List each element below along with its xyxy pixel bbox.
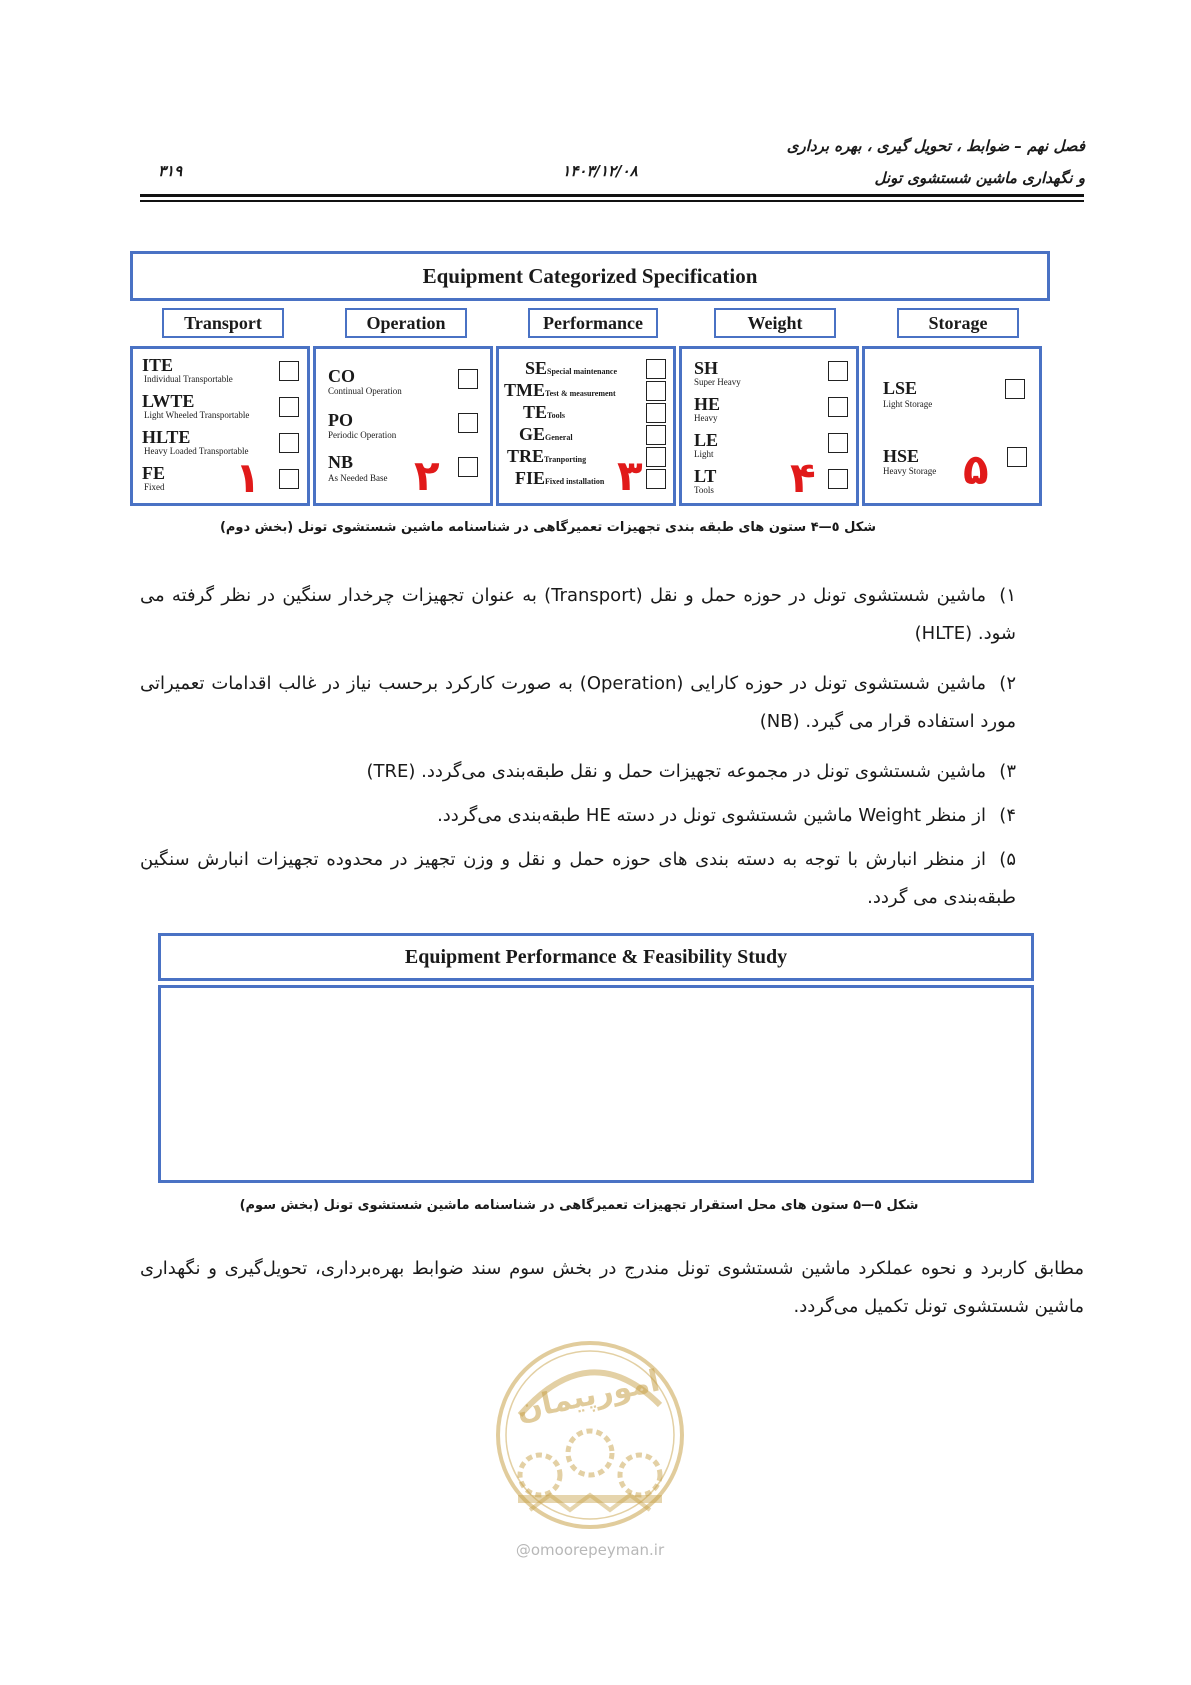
- checkbox-ite[interactable]: [279, 361, 299, 381]
- code-te: TETools: [523, 402, 565, 422]
- checkbox-te[interactable]: [646, 403, 666, 423]
- at-icon: @: [515, 1541, 531, 1559]
- checkbox-se[interactable]: [646, 359, 666, 379]
- checkbox-lwte[interactable]: [279, 397, 299, 417]
- list-text: از منظر انبارش با توجه به دسته بندی های حوزه حمل و نقل و وزن تجهیز در محدوده تجهیزات انبارش سنگین طبقه‌بندی می گردد.: [140, 849, 1016, 908]
- figure5-caption: شکل ٥—۵ ستون های محل استقرار تجهیزات تعمیرگاهی در شناسنامه ماشین شستشوی تونل (بخش سوم): [239, 1198, 919, 1213]
- list-item-1: [140, 577, 1016, 653]
- desc-lt: Tools: [694, 485, 714, 495]
- code-se: SESpecial maintenance: [525, 358, 618, 378]
- code-tme: TMETest & measurement: [504, 380, 616, 400]
- list-text: ماشین شستشوی تونل در مجموعه تجهیزات حمل و نقل طبقه‌بندی می‌گردد. (TRE): [366, 761, 986, 782]
- checkbox-ge[interactable]: [646, 425, 666, 445]
- list-text: ماشین شستشوی تونل در حوزه حمل و نقل (Transport) به عنوان تجهیزات چرخدار سنگین در نظر گرفته می شود. (HLTE): [140, 585, 1016, 644]
- category-operation: Operation: [345, 308, 467, 338]
- code-ge: GEGeneral: [519, 424, 573, 444]
- checkbox-hse[interactable]: [1007, 447, 1027, 467]
- list-item-4: [140, 797, 1016, 835]
- code-fe: FE: [142, 463, 166, 483]
- list-text: از منظر Weight ماشین شستشوی تونل در دسته HE طبقه‌بندی می‌گردد.: [437, 805, 986, 826]
- code-lwte: LWTE: [142, 391, 195, 411]
- checkbox-sh[interactable]: [828, 361, 848, 381]
- list-number: ۱): [999, 585, 1016, 606]
- checkbox-co[interactable]: [458, 369, 478, 389]
- checkbox-lse[interactable]: [1005, 379, 1025, 399]
- spec-title-box: [130, 251, 1050, 301]
- page-number: ۳۱۹: [158, 162, 183, 180]
- checkbox-po[interactable]: [458, 413, 478, 433]
- checkbox-he[interactable]: [828, 397, 848, 417]
- marker-2: ۲: [414, 451, 440, 500]
- category-performance: Performance: [528, 308, 658, 338]
- figure4-caption: شکل ٥—۴ ستون های طبقه بندی تجهیزات تعمیرگاهی در شناسنامه ماشین شستشوی تونل (بخش دوم): [219, 520, 877, 535]
- marker-3: ۳: [617, 451, 643, 500]
- feasibility-body-box: [158, 985, 1034, 1183]
- code-le: LE: [694, 430, 719, 450]
- chapter-title-line1: فصل نهم – ضوابط ، تحویل گیری ، بهره برداری: [786, 137, 1085, 155]
- code-fie: FIEFixed installation: [515, 468, 605, 488]
- closing-paragraph: مطابق کاربرد و نحوه عملکرد ماشین شستشوی تونل مندرج در بخش سوم سند ضوابط بهره‌برداری، تحویل‌گیری و نگهداری ماشین شستشوی تونل تکمیل می‌گردد.: [140, 1258, 1084, 1317]
- desc-lwte: Light Wheeled Transportable: [144, 410, 250, 420]
- header-rule-thick: [140, 194, 1084, 197]
- desc-nb: As Needed Base: [328, 473, 388, 483]
- list-number: ۲): [999, 673, 1016, 694]
- document-date: ۱۴۰۳/۱۲/۰۸: [562, 162, 638, 180]
- code-nb: NB: [328, 452, 354, 472]
- code-po: PO: [328, 410, 353, 430]
- chapter-title: [665, 130, 1085, 194]
- operation-panel: [313, 346, 493, 506]
- list-number: ۵): [999, 849, 1016, 870]
- code-ite: ITE: [142, 355, 174, 375]
- desc-he: Heavy: [694, 413, 718, 423]
- desc-fe: Fixed: [144, 482, 165, 492]
- transport-panel: [130, 346, 310, 506]
- list-number: ۴): [999, 805, 1016, 826]
- weight-panel: [679, 346, 859, 506]
- desc-ite: Individual Transportable: [144, 374, 233, 384]
- feasibility-title-box: [158, 933, 1034, 981]
- checkbox-fe[interactable]: [279, 469, 299, 489]
- code-hlte: HLTE: [142, 427, 191, 447]
- desc-le: Light: [694, 449, 714, 459]
- desc-sh: Super Heavy: [694, 377, 741, 387]
- code-sh: SH: [694, 358, 719, 378]
- checkbox-lt[interactable]: [828, 469, 848, 489]
- code-co: CO: [328, 366, 355, 386]
- watermark-logo: [490, 1335, 690, 1559]
- checkbox-nb[interactable]: [458, 457, 478, 477]
- checkbox-fie[interactable]: [646, 469, 666, 489]
- desc-po: Periodic Operation: [328, 430, 397, 440]
- list-number: ۳): [999, 761, 1016, 782]
- watermark-seal-icon: [490, 1335, 690, 1535]
- checkbox-tme[interactable]: [646, 381, 666, 401]
- category-transport: Transport: [162, 308, 284, 338]
- code-he: HE: [694, 394, 721, 414]
- checkbox-tre[interactable]: [646, 447, 666, 467]
- category-weight: Weight: [714, 308, 836, 338]
- desc-co: Continual Operation: [328, 386, 402, 396]
- watermark-site: @omoorepeyman.ir: [515, 1541, 665, 1559]
- code-lse: LSE: [883, 378, 918, 398]
- list-item-3: [140, 753, 1016, 791]
- checkbox-hlte[interactable]: [279, 433, 299, 453]
- storage-panel: [862, 346, 1042, 506]
- marker-1: ۱: [235, 453, 261, 502]
- marker-5: ۵: [963, 445, 989, 494]
- spec-title: Equipment Categorized Specification: [422, 264, 758, 288]
- marker-4: ۴: [790, 453, 816, 502]
- code-tre: TRETranporting: [507, 446, 587, 466]
- code-hse: HSE: [883, 446, 920, 466]
- list-text: ماشین شستشوی تونل در حوزه کارایی (Operation) به صورت کارکرد برحسب نیاز در غالب اقدامات تعمیراتی مورد استفاده قرار می گیرد. (NB): [140, 673, 1016, 732]
- list-item-5: [140, 841, 1016, 917]
- list-item-2: [140, 665, 1016, 741]
- svg-text:امورپیمان: امورپیمان: [513, 1363, 663, 1428]
- desc-hse: Heavy Storage: [883, 466, 937, 476]
- desc-lse: Light Storage: [883, 399, 933, 409]
- performance-panel: [496, 346, 676, 506]
- code-lt: LT: [694, 466, 717, 486]
- desc-hlte: Heavy Loaded Transportable: [144, 446, 249, 456]
- chapter-title-line2: و نگهداری ماشین شستشوی تونل: [874, 169, 1085, 187]
- header-rule-thin: [140, 200, 1084, 202]
- checkbox-le[interactable]: [828, 433, 848, 453]
- feasibility-title: Equipment Performance & Feasibility Study: [404, 946, 788, 968]
- category-storage: Storage: [897, 308, 1019, 338]
